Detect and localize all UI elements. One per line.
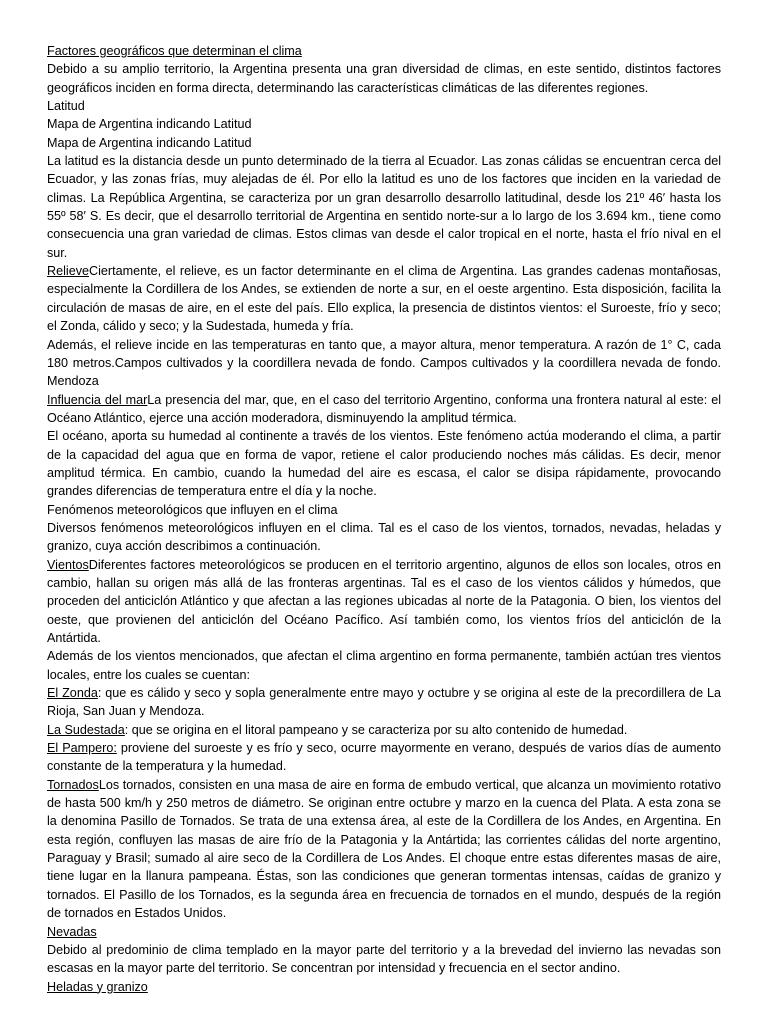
wind-separator: : bbox=[124, 722, 129, 737]
relieve-paragraph-2: Además, el relieve incide en las temperaturas en tanto que, a mayor altura, menor temperatura. A razón de 1° C, cada 180 metros.Campos cultivados y la coordillera nevada de fondo. Campos cultivados y la coordillera nevada de fondo. Mendoza bbox=[47, 337, 721, 389]
wind-name: El Pampero: bbox=[47, 741, 117, 756]
wind-name: La Sudestada bbox=[47, 722, 125, 737]
tornados-paragraph bbox=[47, 776, 721, 923]
wind-item-pampero bbox=[47, 739, 721, 776]
tornados-body: Los tornados, consisten en una masa de aire en forma de embudo vertical, que alcanza un movimiento rotativo de hasta 500 km/h y 250 metros de diámetro. Se originan entre octubre y marzo en la cuenca del Plata. A esta zona se la denomina Pasillo de Tornados. Se trata de una extensa área, al este de la Cordillera de los Andes, en Argentina. En esta región, confluyen las masas de aire frío de la Patagonia y la Antártida; las corrientes cálidas del norte argentino, Paraguay y Brasil; sumado al aire seco de la Cordillera de Los Andes. El choque entre estas diferentes masas de aire, tiene lugar en la llanura pampeana. Éstas, son las condiciones que generan tormentas intensas, caídas de granizo y tornados. El Pasillo de los Tornados, es la segunda área en frecuencia de tornados en el mundo, después de la región de tornados en Estados Unidos. bbox=[47, 777, 721, 921]
wind-separator: : bbox=[97, 686, 102, 701]
map-caption: Mapa de Argentina indicando Latitud bbox=[47, 117, 252, 132]
tornados-heading: Tornados bbox=[47, 777, 99, 792]
wind-text: proviene del suroeste y es frío y seco, ocurre mayormente en verano, después de varios días de aumento constante de la temperatura y la humedad. bbox=[47, 741, 721, 774]
intro-paragraph: Debido a su amplio territorio, la Argentina presenta una gran diversidad de climas, en este sentido, distintos factores geográficos inciden en forma directa, determinando las características climáticas de las diferentes regiones. bbox=[47, 62, 721, 95]
vientos-paragraph bbox=[47, 556, 721, 648]
mar-paragraph-2: El océano, aporta su humedad al continente a través de los vientos. Este fenómeno actúa moderando el clima, a partir de la capacidad del agua que en forma de vapor, retiene el calor produciendo noches más cálidas. Es decir, menor amplitud térmica. En cambio, cuando la humedad del aire es escasa, el calor se disipa rápidamente, provocando grandes diferencias de temperatura entre el día y la noche. bbox=[47, 429, 721, 499]
vientos-paragraph-2: Además de los vientos mencionados, que afectan el clima argentino en forma permanente, también actúan tres vientos locales, entre los cuales se cuentan: bbox=[47, 649, 721, 682]
nevadas-paragraph: Debido al predominio de clima templado en la mayor parte del territorio y a la brevedad del invierno las nevadas son escasas en la mayor parte del territorio. Se concentran por intensidad y frecuencia en el sector andino. bbox=[47, 942, 721, 976]
wind-item-sudestada bbox=[47, 721, 721, 739]
fenomenos-heading: Fenómenos meteorológicos que influyen en el clima bbox=[47, 502, 338, 517]
wind-text: que se origina en el litoral pampeano y se caracteriza por su alto contenido de humedad. bbox=[128, 722, 628, 737]
wind-text: que es cálido y seco y sopla generalmente entre mayo y octubre y se origina al este de la precordillera de La Rioja, San Juan y Mendoza. bbox=[47, 686, 721, 719]
mar-heading: Influencia del mar bbox=[47, 392, 148, 407]
vientos-heading: Vientos bbox=[47, 557, 89, 572]
mar-body: La presencia del mar, que, en el caso del territorio Argentino, conforma una frontera natural al este: el Océano Atlántico, ejerce una acción moderadora, disminuyendo la amplitud térmica. bbox=[47, 392, 721, 425]
wind-name: El Zonda bbox=[47, 686, 98, 701]
heladas-heading: Heladas y granizo bbox=[47, 979, 148, 994]
wind-item-zonda bbox=[47, 684, 721, 721]
relieve-heading: Relieve bbox=[47, 264, 89, 279]
latitud-heading: Latitud bbox=[47, 99, 85, 114]
vientos-body: Diferentes factores meteorológicos se producen en el territorio argentino, algunos de ellos son locales, otros en cambio, hallan su origen más allá de las fronteras argentinas. Tal es el caso de los vientos cálidos y húmedos, que proceden del anticiclón Atlántico y que afectan a las regiones ubicadas al norte de la Patagonia. O bien, los vientos del oeste, que provienen del anticiclón del Océano Pacífico. Así también como, los vientos fríos del anticiclón de la Antártida. bbox=[47, 557, 721, 645]
latitud-paragraph: La latitud es la distancia desde un punto determinado de la tierra al Ecuador. Las zonas cálidas se encuentran cerca del Ecuador, y las zonas frías, muy alejadas de él. Por ello la latitud es uno de los factores que inciden en la variedad de climas. La República Argentina, se caracteriza por un gran desarrollo desarrollo latitudinal, desde los 21º 46′ hasta los 55º 58′ S. Es decir, que el desarrollo territorial de Argentina en sentido norte-sur a lo largo de los 3.694 km., tiene como consecuencia una gran variedad de climas. Estos climas van desde el calor tropical en el norte, hasta el frío nival en el sur. bbox=[47, 154, 721, 260]
relieve-paragraph bbox=[47, 262, 721, 335]
relieve-body: Ciertamente, el relieve, es un factor determinante en el clima de Argentina. Las grandes cadenas montañosas, especialmente la Cordillera de los Andes, se extienden de norte a sur, en el oeste argentino. Esta disposición, facilita la circulación de masas de aire, en el este del país. Ello explica, la presencia de distintos vientos: el Suroeste, frío y seco; el Zonda, cálido y seco; y la Sudestada, humeda y fría. bbox=[47, 264, 721, 334]
mar-paragraph bbox=[47, 391, 721, 428]
map-caption: Mapa de Argentina indicando Latitud bbox=[47, 135, 252, 150]
document-title: Factores geográficos que determinan el clima bbox=[47, 44, 302, 58]
nevadas-heading: Nevadas bbox=[47, 924, 97, 939]
fenomenos-paragraph: Diversos fenómenos meteorológicos influyen en el clima. Tal es el caso de los vientos, tornados, nevadas, heladas y granizo, cuya acción describimos a continuación. bbox=[47, 520, 721, 554]
